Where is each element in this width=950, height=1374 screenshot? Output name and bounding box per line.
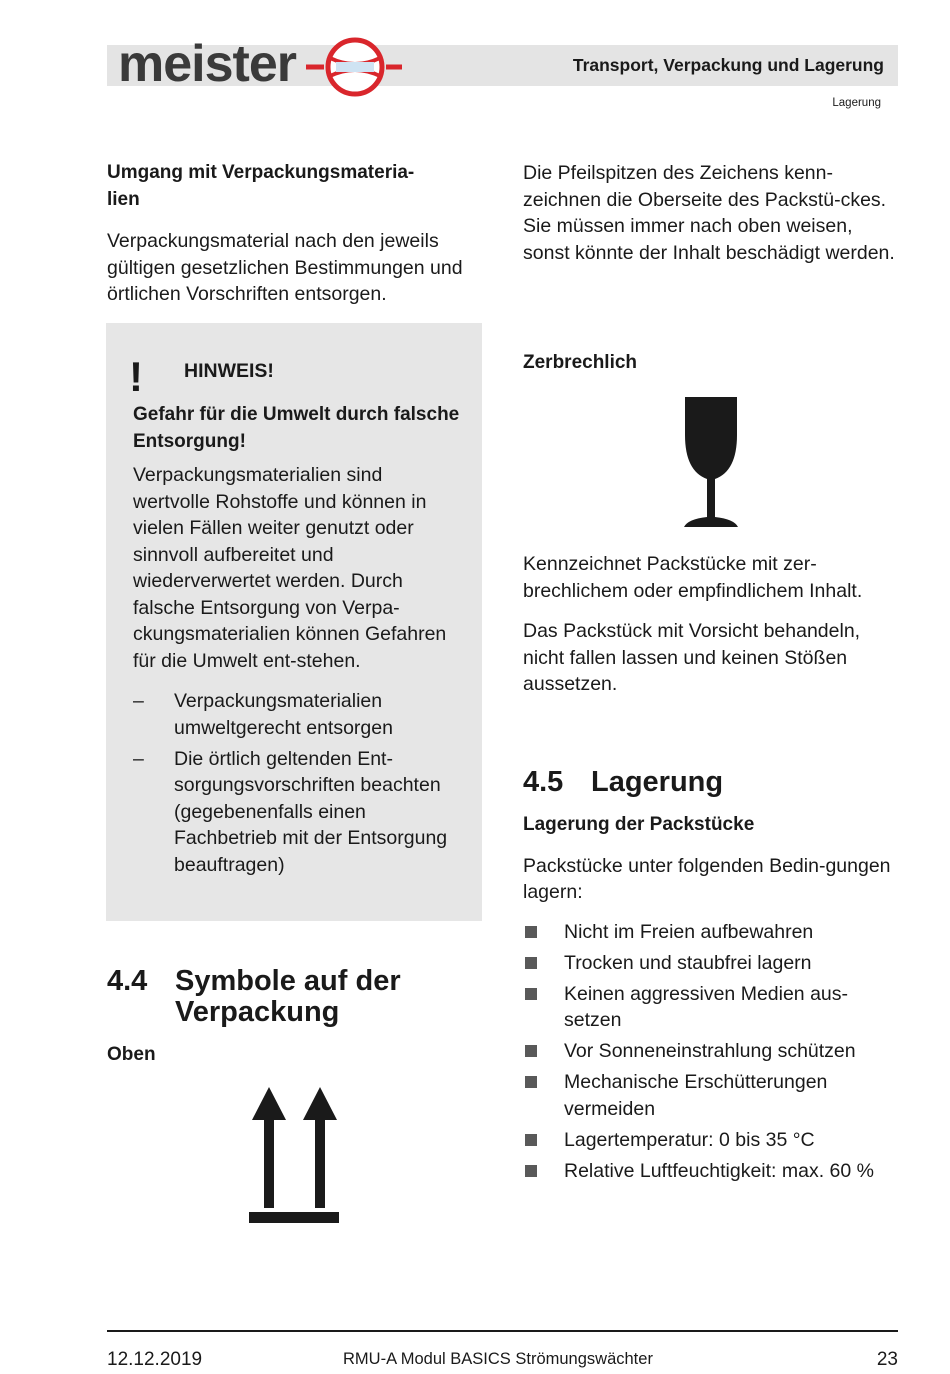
paragraph: Die Pfeilspitzen des Zeichens kenn-zeichnen die Oberseite des Packstü-ckes. Sie müssen immer nach oben weisen, sonst könnte der Inhalt beschädigt werden.: [523, 162, 895, 264]
notice-list: [133, 688, 463, 878]
exclamation-icon: !: [129, 353, 143, 400]
fragile-glass-icon: [682, 395, 740, 531]
fragile-section: [523, 350, 903, 377]
list-item: Mechanische Erschütterungen vermeiden: [523, 1069, 901, 1122]
section-title: 4.4 Symbole auf der Verpackung: [107, 965, 401, 1028]
paragraph: Packstücke unter folgenden Bedin-gungen lagern:: [523, 854, 891, 903]
square-bullet-icon: [525, 1076, 537, 1088]
paragraph: Kennzeichnet Packstücke mit zer-brechlichem oder empfindlichem Inhalt.: [523, 553, 863, 602]
list-item: – Die örtlich geltenden Ent-sorgungsvorschriften beachten (gegebenenfalls einen Fachbetrieb mit der Entsorgung beauftragen): [133, 747, 448, 876]
list-item: Nicht im Freien aufbewahren: [523, 919, 901, 946]
sub-heading-oben: Oben: [107, 1044, 156, 1065]
list-item: Trocken und staubfrei lagern: [523, 950, 901, 977]
packaging-handling-section: [107, 160, 482, 308]
logo-ball-icon: [306, 36, 406, 98]
page-number: 23: [876, 1349, 898, 1370]
section-title: 4.5 Lagerung: [523, 766, 724, 798]
meister-logo: [118, 36, 403, 98]
paragraph: Verpackungsmaterial nach den jeweils gültigen gesetzlichen Bestimmungen und örtlichen Vorschriften entsorgen.: [107, 230, 463, 305]
square-bullet-icon: [525, 1045, 537, 1057]
list-item: Relative Luftfeuchtigkeit: max. 60 %: [523, 1158, 901, 1185]
storage-conditions-list: [523, 919, 901, 1185]
header-title: Transport, Verpackung und Lagerung: [572, 55, 884, 75]
list-item: – Verpackungsmaterialien umweltgerecht entsorgen: [133, 690, 393, 739]
square-bullet-icon: [525, 926, 537, 938]
section-4-4: [107, 966, 507, 1069]
square-bullet-icon: [525, 988, 537, 1000]
notice-title: Gefahr für die Umwelt durch falsche Entsorgung!: [133, 404, 460, 452]
footer-date: 12.12.2019: [107, 1349, 203, 1370]
sub-heading-fragile: Zerbrechlich: [523, 352, 638, 373]
footer-divider: [107, 1330, 898, 1332]
footer-document-title: RMU-A Modul BASICS Strömungswächter: [343, 1350, 653, 1368]
square-bullet-icon: [525, 1165, 537, 1177]
section-heading: Umgang mit Verpackungsmateria- lien: [107, 162, 415, 210]
paragraph: Das Packstück mit Vorsicht behandeln, nicht fallen lassen und keinen Stößen aussetzen.: [523, 620, 861, 695]
list-item: Vor Sonneneinstrahlung schützen: [523, 1038, 901, 1065]
this-way-up-arrows-icon: [249, 1087, 341, 1224]
square-bullet-icon: [525, 1134, 537, 1146]
notice-text: Verpackungsmaterialien sind wertvolle Rohstoffe und können in vielen Fällen weiter genutzt oder sinnvoll aufbereitet und wiederverwertet werden. Durch falsche Entsorgung von Verpa-ckungsmaterialien können Gefahren für die Umwelt ent-stehen.: [133, 464, 447, 672]
notice-box: [106, 323, 482, 921]
fragile-description: [523, 551, 901, 698]
square-bullet-icon: [525, 957, 537, 969]
notice-label: HINWEIS!: [184, 360, 274, 382]
logo-wordmark: meister: [118, 35, 296, 93]
sub-heading-storage: Lagerung der Packstücke: [523, 814, 755, 835]
oben-description: [523, 160, 901, 266]
list-item: Lagertemperatur: 0 bis 35 °C: [523, 1127, 901, 1154]
header-subtitle: Lagerung: [832, 97, 881, 109]
list-item: Keinen aggressiven Medien aus-setzen: [523, 981, 901, 1034]
section-4-5: [523, 767, 901, 1189]
